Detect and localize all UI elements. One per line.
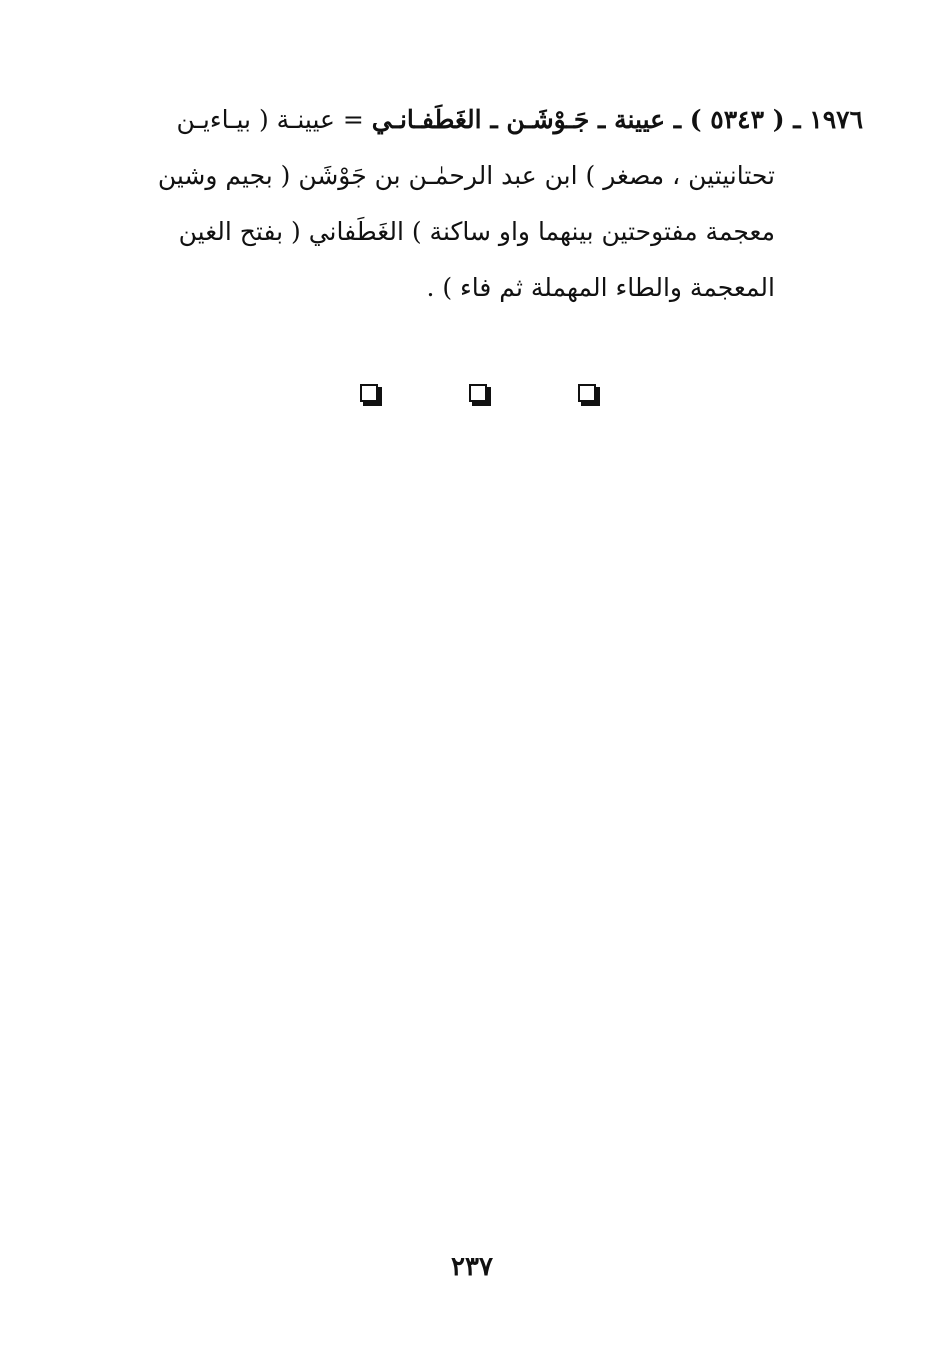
biography-entry [108,92,863,316]
page-number: ٢٣٧ [451,1252,493,1282]
box-icon [578,384,600,406]
entry-line-2: تحتانيتين ، مصغر ) ابن عبد الرحمٰـن بن جَوْشَن ( بجيم وشين [157,161,775,190]
box-icon [360,384,382,406]
entry-line-1-rest: = عيينـة ( بيـاءيـن [176,105,372,134]
entry-heading: ١٩٧٦ ـ ( ٥٣٤٣ ) ـ عيينة ـ جَـوْشَـن ـ الغَطَفـانـي [371,105,863,134]
section-separator [360,384,600,412]
box-icon [469,384,491,406]
entry-line-1 [108,92,863,148]
entry-line-4: المعجمة والطاء المهملة ثم فاء ) . [426,273,775,302]
entry-line-3: معجمة مفتوحتين بينهما واو ساكنة ) الغَطَفاني ( بفتح الغين [178,217,775,246]
